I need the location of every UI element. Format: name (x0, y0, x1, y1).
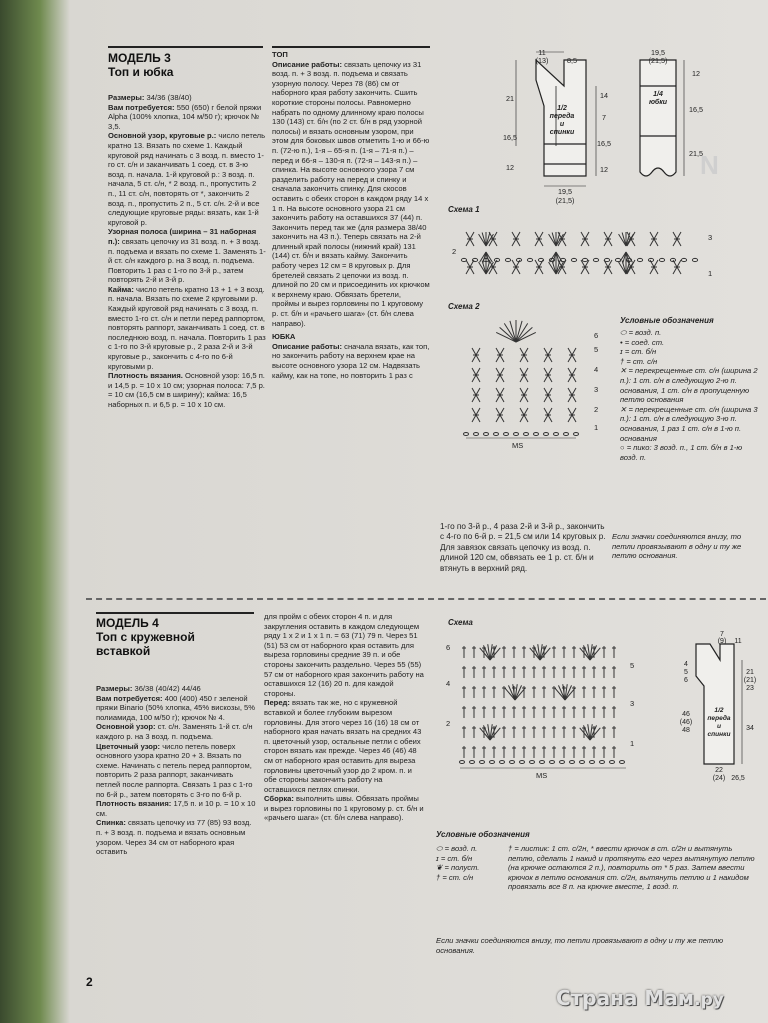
model-divider (86, 598, 766, 600)
m4-schem-label: (46) (679, 719, 693, 726)
m4-legend-title: Условные обозначения (436, 830, 530, 839)
chain-glyph (550, 761, 555, 764)
m4-schem-label: 21 (746, 669, 754, 676)
chain-icon: ⬭ (620, 328, 629, 337)
chain-glyph (510, 761, 515, 764)
m4-density-label: Плотность вязания: (96, 799, 172, 809)
chain-glyph (610, 761, 615, 764)
chain-glyph (534, 433, 539, 436)
skirt-desc-value: сначала вязать, как топ, но закончить работу на верхнем крае на высоте основного узора 12 см. Надвязать кайму, как на топе, но повторить 1 раз с (272, 341, 430, 380)
need-value: 550 (650) г белой пряжи Alpha (100% хлопка, 104 м/50 г); крючок № 3,5. (108, 102, 262, 131)
chain-glyph (554, 433, 559, 436)
m4-flower-label: Цветочный узор: (96, 741, 161, 751)
fan-glyph (486, 233, 490, 246)
main-pattern-value: число петель кратно 13. Вязать по схеме 1. Каждый круговой ряд начинать с 3 возд. п. вместо 1-го ст. с/н и заканчивать 1 соед. ст. в 3-ю возд. п. начала. 1-й круговой р.: 3 возд. п. начала, 5 ст. с/н, * 2 возд. п., пропустить 2 п., 11 ст. с/н, повторять от *, закончить 2 возд. п., пропустить 2 п., 5 ст. с/н. 2-й и все следующие круговые ряды: вязать, как 1-й круговой р. (108, 131, 266, 227)
schem-top-label: 7 (602, 113, 606, 122)
fan-glyph (619, 234, 626, 246)
m4-main-value: ст. с/н. Заменять 1-й ст. с/н каждого р. на 3 возд. п. подъема. (96, 722, 253, 741)
model4-left-column (96, 684, 256, 857)
chain-glyph (494, 433, 499, 436)
chain-glyph (524, 433, 529, 436)
schem-top-label: 21 (506, 94, 514, 103)
model4-middle-column (264, 612, 424, 823)
scheme2-row-label: 1 (594, 423, 599, 432)
chain-glyph (461, 258, 466, 261)
top-desc-value: связать цепочку из 31 возд. п. + 3 возд. п. подъема и связать узорную полосу. Через 78 (86) см от наборного края работу закончить. Сшить короткие стороны полосы. Равномерно набрать по одному длинному краю полосы 130 (143) ст. б/н (по 2 ст. б/н в ряд узорной полосы) и вязать основным узором, при этом для боковых швов отметить 1-ю и 66-ю п. (72-ю п.), 1-я – 65-я п. (1-я – 71-я п.) – перед и 66-я – 130-я п. (72-я – 143-я п.) – спинка. На высоте основного узора 7 см разделить работу на перед и спинку и сначала закончить спинку. Для скосов оставить с обеих сторон в каждом ряду 14 х 1 п. На высоте основного узора 21 см закончить работу на оставшихся 37 (44) п. Закончить перед так же (для размера 38/40 закончить на 43 п.). Теперь связать на 2-й длинный край полосы (нижний край) 131 (144) ст. б/н и вязать кайму. Закончить работу через 12 см = 8 круговых р. Для бретелей связать 2 цепочки из возд. п. длиной по 20 см и присоединить их крючком к верхнему краю. Обвязать бретели, проймы и вырез горловины по 1 круговому р. ст. б/н и «рачьего шага» (ст. б/н слева направо). (272, 59, 430, 328)
need-label: Вам потребуется: (108, 102, 175, 112)
schem-skirt-label: 16,5 (689, 105, 703, 114)
m4-schem-label: (24) (712, 775, 726, 782)
chain-glyph (484, 433, 489, 436)
chain-glyph (681, 258, 686, 261)
scheme2-title: Схема 2 (448, 302, 480, 311)
crossed-dc-wide-icon: ✕ (620, 404, 629, 414)
chain-glyph (527, 258, 532, 261)
single-crochet-icon: ɪ (436, 853, 441, 863)
m4-front-label: Перед: (264, 698, 290, 708)
m4-row-label: 3 (630, 699, 635, 708)
legend-slip: • = соед. ст. (620, 337, 665, 347)
scheme2-row-label: 3 (594, 385, 599, 394)
chain-glyph (560, 761, 565, 764)
m4-row-label: 5 (630, 661, 635, 670)
m4-assembly-label: Сборка: (264, 794, 294, 804)
edge-value: число петель кратно 13 + 1 + 3 возд. п. начала. Вязать по схеме 2 круговыми р. Каждый круговой ряд начинать с 3 возд. п. вместо 1-го ст. с/н и петли перед раппортом, повторять раппорт, заканчивать 1 соед. ст. в последнюю возд. п. начала. Повторить 1 раз с 1-го по 3-й круговые р., 2 раза 2-й и 3-й круговые р., закончить с 4-го по 6-й круговыми р. (108, 284, 266, 371)
model4-subtitle-2: вставкой (96, 644, 151, 658)
model4-title: МОДЕЛЬ 4 (96, 616, 159, 630)
schem-top-label: 12 (506, 163, 514, 172)
top-heading: ТОП (272, 50, 288, 59)
chain-glyph (472, 258, 477, 261)
chain-glyph (474, 433, 479, 436)
schem-top-piece: и (559, 121, 565, 128)
m4-front-value: вязать так же, но с кружевной вставкой и более глубоким вырезом горловины. Для этого через 16 (16) 18 см от наборного края начать вязать на средних 43 п. цветочный узор, остальные петли с обеих сторон вязать как прежде. Через 46 (46) 48 см от наборного края оставить для выреза горловины цветочный узор до 2 кром. п. и обе стороны закончить работу на оставшихся петлях спинки. (264, 698, 422, 794)
scheme2-row-label: 4 (594, 365, 599, 374)
m4-row-label: 6 (446, 643, 451, 652)
schem-top-label: 19,5 (558, 187, 572, 196)
chain-glyph (505, 258, 510, 261)
crossed-dc-icon: ✕ (620, 366, 629, 376)
chain-glyph (582, 258, 587, 261)
m4-sizes-value: 36/38 (40/42) 44/46 (134, 684, 201, 693)
m4-legend-note: Если значки соединяются внизу, то петли провязывают в одну и ту же петлю основания. (436, 936, 724, 955)
model4-title-rule (96, 612, 254, 614)
schem-top-label: 14 (600, 91, 608, 100)
schem-top-label: (13) (535, 56, 549, 65)
schem-top-label: 16,5 (503, 133, 517, 142)
m4-legend-dc: † = ст. с/н (436, 872, 474, 882)
scheme1-row-label: 1 (708, 269, 713, 278)
single-crochet-icon: ɪ (620, 347, 625, 357)
chain-glyph (604, 258, 609, 261)
chain-glyph (600, 761, 605, 764)
model3-legend-title: Условные обозначения (620, 316, 714, 325)
m4-row-label: 1 (630, 739, 635, 748)
m4-legend-sc: ɪ = ст. б/н (436, 853, 473, 863)
scheme1-row-label: 3 (708, 233, 713, 242)
schem-top-label: 16,5 (597, 139, 611, 148)
chain-glyph (637, 258, 642, 261)
chain-glyph (490, 761, 495, 764)
chain-glyph (648, 258, 653, 261)
schem-top-label: 8,5 (567, 56, 577, 65)
chain-glyph (574, 433, 579, 436)
top-desc-label: Описание работы: (272, 59, 343, 69)
m4-row-label: 4 (446, 679, 451, 688)
schem-top-label: 12 (600, 165, 608, 174)
chain-glyph (692, 258, 697, 261)
m4-sizes-label: Размеры: (96, 684, 133, 693)
model3-legend-note: Если значки соединяются внизу, то петли провязывают в одну и ту же петлю основания. (612, 532, 742, 561)
fan-glyph (549, 234, 556, 246)
m4-legend-right: † = листик: 1 ст. с/2н, * ввести крючок в ст. с/2н и вытянуть петлю, сделать 1 накид и протянуть его через вытянутую петлю (на крючке остаются 2 п.), повторить от * 5 раз. Затем ввести крючок в петлю основания ст. с/2н, вытянуть петлю и 1 накидом провязать все 8 п. на крючке вместе, 1 возд. п. (508, 844, 755, 892)
chain-glyph (520, 761, 525, 764)
m4-back-value: связать цепочку из 77 (85) 93 возд. п. + 3 возд. п. подъема и вязать основным узором. Через 34 см от наборного края оставить (96, 818, 252, 857)
chain-glyph (570, 761, 575, 764)
m4-flower-value: число петель поверх основного узора кратно 20 + 3. Вязать по схеме. Начинать с петель перед раппортом, повторить 2 раза раппорт, заканчивать петлей после раппорта. Связать 1 раз с 1-го по 6-й р., затем повторять с 3-го по 6-й р. (96, 741, 253, 799)
sizes-label: Размеры: (108, 93, 145, 102)
fan-glyph (622, 233, 626, 246)
chain-glyph (470, 761, 475, 764)
m4-schem-label: (21) (743, 677, 757, 684)
m4-schematic (662, 630, 762, 790)
chain-glyph (460, 761, 465, 764)
skirt-continuation: 1-го по 3-й р., 4 раза 2-й и 3-й р., закончить с 4-го по 6-й р. = 21,5 см или 14 круговых р. Для завязок связать цепочку из возд. п. длиной 120 см, обвязать ее 1 р. ст. б/н и втянуть в верхний ряд. (440, 522, 606, 573)
scheme2-row-label: 2 (594, 405, 599, 414)
schem-top-piece: переда (549, 113, 575, 120)
m4-legend-hdc: ❦ = полуст. (436, 863, 480, 873)
m4-schem-label: 23 (746, 685, 754, 692)
schem-skirt-label: (21,5) (648, 56, 668, 65)
m4-schem-label: (9) (717, 638, 727, 645)
m4-schem-label: 11 (734, 638, 742, 645)
puff-stitch-icon: ❦ (436, 863, 445, 873)
fan-glyph (552, 233, 556, 246)
m4-schem-label: 26,5 (731, 775, 745, 782)
chain-glyph (500, 761, 505, 764)
chain-glyph (516, 258, 521, 261)
legend-cross3: ✕ = перекрещенные ст. с/н (ширина 3 п.): 1 ст. с/н в следующую 3-ю п. основания, 1 раз 1 ст. с/н в 1-ю п. основания (620, 404, 758, 443)
m4-schem-label: 34 (746, 725, 754, 732)
chain-glyph (590, 761, 595, 764)
legend-sc: ɪ = ст. б/н (620, 347, 657, 357)
chain-glyph (540, 761, 545, 764)
top-schematic (496, 46, 616, 216)
m4-scheme-title: Схема (448, 618, 473, 627)
m4-schem-piece: переда (707, 715, 731, 722)
model3-title-rule (108, 46, 263, 48)
m4-schem-piece: и (716, 723, 722, 730)
model3-legend (620, 328, 760, 462)
edge-label: Кайма: (108, 284, 134, 294)
m4-schem-label: 46 (682, 711, 690, 718)
scheme1-title: Схема 1 (448, 205, 480, 214)
scheme1-chart (446, 216, 726, 286)
m4-schem-piece: спинки (707, 731, 731, 738)
chain-glyph (504, 433, 509, 436)
picot-icon: ○ (620, 443, 627, 453)
main-pattern-label: Основной узор, круговые р.: (108, 131, 217, 141)
slip-stitch-icon: • (620, 337, 625, 347)
sizes-value: 34/36 (38/40) (146, 93, 192, 102)
density-value: Основной узор: 16,5 п. и 14,5 р. = 10 х 10 см; узорная полоса: 7,5 р. = 10 см (16,5 см в ширину); кайма: 16,5 наборных п. и 6,5 р. = 10 х 10 см. (108, 371, 265, 409)
m4-scheme-chart (440, 630, 640, 780)
chain-glyph (480, 761, 485, 764)
chain-glyph (580, 761, 585, 764)
model3-left-column (108, 93, 266, 410)
chain-glyph (464, 433, 469, 436)
model4-subtitle-1: Топ с кружевной (96, 630, 195, 644)
double-crochet-icon: † (620, 356, 627, 366)
skirt-schematic (630, 46, 750, 196)
scheme2-ms-label: MS (512, 441, 524, 450)
chain-glyph (571, 258, 576, 261)
m4-legend-left (436, 844, 506, 882)
skirt-desc-label: Описание работы: (272, 341, 343, 351)
m4-back-label: Спинка: (96, 818, 126, 828)
schem-skirt-piece: юбки (648, 99, 668, 106)
leaf-icon: † (508, 844, 515, 853)
density-label: Плотность вязания. (108, 371, 183, 381)
chain-icon: ⬭ (436, 844, 445, 853)
ghost-lettering: N (700, 150, 719, 180)
band-label: Узорная полоса (ширина – 31 наборная п.): (108, 227, 257, 246)
chain-glyph (544, 433, 549, 436)
m4-schem-label: 5 (684, 669, 688, 676)
fan-glyph (549, 262, 556, 274)
scheme1-row-label: 2 (452, 247, 457, 256)
fan-glyph (482, 233, 486, 246)
chain-glyph (564, 433, 569, 436)
chain-glyph (593, 258, 598, 261)
m4-schem-label: 22 (715, 767, 723, 774)
chain-glyph (659, 258, 664, 261)
legend-dc: † = ст. с/н (620, 356, 658, 366)
schem-top-piece: 1/2 (557, 105, 567, 112)
chain-glyph (620, 761, 625, 764)
scheme2-chart (446, 312, 616, 452)
schem-skirt-label: 12 (692, 69, 700, 78)
m4-col2: для пройм с обеих сторон 4 п. и для закругления оставить в каждом следующем ряду 1 х 2 и 1 х 1 п. = 63 (71) 79 п. Через 51 (51) 53 см от наборного края оставить для выреза горловины средние 39 п. и обе стороны закончить раздельно. Через 55 (55) 57 см от наборного края закончить работу на оставшихся 12 (16) 20 п. для каждой стороны. (264, 612, 424, 698)
m4-row-label: 2 (446, 719, 451, 728)
m4-ms-label: MS (536, 771, 548, 780)
schem-top-label: 11 (538, 48, 546, 57)
legend-picot: ○ = пико: 3 возд. п., 1 ст. б/н в 1-ю возд. п. (620, 443, 743, 462)
m4-schem-label: 4 (684, 661, 688, 668)
m4-schem-piece: 1/2 (714, 707, 724, 714)
skirt-heading: ЮБКА (272, 332, 296, 342)
chain-glyph (514, 433, 519, 436)
schem-skirt-label: 21,5 (689, 149, 703, 158)
scheme2-row-label: 5 (594, 345, 599, 354)
schem-top-piece: спинки (549, 129, 575, 136)
scheme2-row-label: 6 (594, 331, 599, 340)
chain-glyph (615, 258, 620, 261)
band-value: связать цепочку из 31 возд. п. + 3 возд. п. подъема и вязать по схеме 1. Заменять 1-й ст. с/н каждого р. на 3 возд. п. подъема. Повторить 1 раз с 1-го по 3-й р., затем повторять 2-й и 3-й р. (108, 236, 266, 285)
m4-assembly-value: выполнить швы. Обвязать проймы и вырез горловины по 1 круговому р. ст. б/н и «рачьего шага» (ст. б/н слева направо). (264, 794, 424, 823)
chain-glyph (530, 761, 535, 764)
model3-title: МОДЕЛЬ 3 (108, 51, 171, 65)
fan-glyph (479, 234, 486, 246)
m4-legend-chain: ⬭ = возд. п. (436, 844, 478, 853)
m4-need-value: 400 (400) 450 г зеленой пряжи Binario (50% хлопка, 45% вискозы, 5% полиамида, 100 м/50 г); крючок № 4. (96, 693, 256, 722)
double-crochet-icon: † (436, 872, 443, 882)
top-heading-rule (272, 46, 430, 48)
m4-schem-label: 6 (684, 677, 688, 684)
schem-top-label: (21,5) (555, 196, 575, 205)
m4-schem-label: 48 (682, 727, 690, 734)
m4-density-value: 17,5 п. и 10 р. = 10 х 10 см. (96, 799, 256, 818)
schem-skirt-label: 19,5 (651, 48, 665, 57)
m4-main-label: Основной узор: (96, 722, 156, 732)
legend-chain: ⬭ = возд. п. (620, 328, 662, 337)
m4-schem-label: 7 (720, 631, 724, 638)
fan-glyph (479, 262, 486, 274)
schem-skirt-piece: 1/4 (653, 91, 663, 98)
fan-glyph (619, 262, 626, 274)
legend-cross2: ✕ = перекрещенные ст. с/н (ширина 2 п.): 1 ст. с/н в следующую 2-ю п. основания, 1 ст. с/н в пропущенную петлю основания (620, 366, 758, 405)
watermark: Страна Мам.ру (556, 986, 724, 1010)
m4-need-label: Вам потребуется: (96, 693, 163, 703)
model3-middle-column (272, 50, 430, 380)
page-number: 2 (86, 975, 93, 989)
model3-subtitle: Топ и юбка (108, 65, 174, 79)
